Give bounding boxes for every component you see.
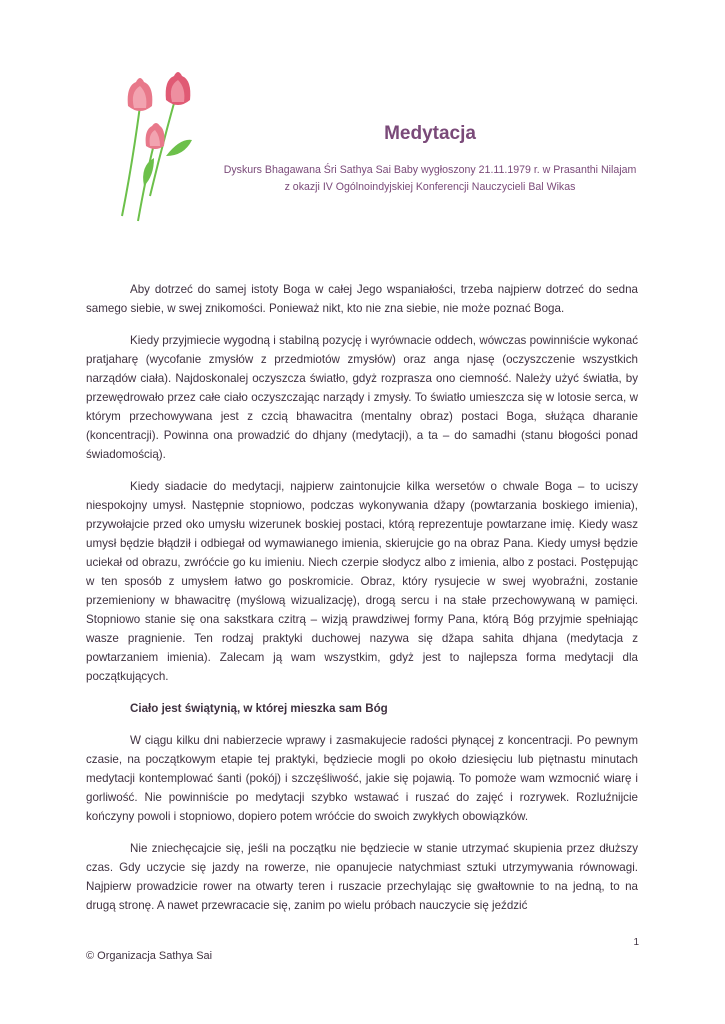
document-body: [86, 280, 638, 928]
paragraph: Nie zniechęcajcie się, jeśli na początku nie będziecie w stanie utrzymać skupienia przez dłuższy czas. Gdy uczycie się jazdy na rowerze, nie opanujecie natychmiast sztuki utrzymywania równowagi. Najpierw prowadzicie rower na otwarty teren i ruszacie przechylając się gwałtownie to na jedną, to na drugą stronę. A nawet przewracacie się, zanim po wielu próbach nauczycie się jeździć: [86, 842, 638, 912]
paragraph: Kiedy przyjmiecie wygodną i stabilną pozycję i wyrównacie oddech, wówczas powinniście wykonać pratjaharę (wycofanie zmysłów z przedmiotów zmysłów) oraz anga njasę (oczyszczenie wszystkich narządów ciała). Najdoskonalej oczyszcza światło, gdyż rozprasza ono ciemność. Należy użyć światła, by przewędrowało przez całe ciało oczyszczając narządy i zmysły. To światło umieszcza się w lotosie serca, w którym przechowywana jest z czcią bhawacitra (mentalny obraz) postaci Boga, służąca dharanie (koncentracji). Powinna ona prowadzić do dhjany (medytacji), a ta – do samadhi (stanu błogości ponad świadomością).: [86, 334, 638, 461]
section-heading: Ciało jest świątynią, w której mieszka sam Bóg: [130, 702, 388, 715]
page-title: Medytacja: [384, 123, 476, 144]
subtitle-line-1: Dyskurs Bhagawana Śri Sathya Sai Baby wygłoszony 21.11.1979 r. w Prasanthi Nilajam: [223, 164, 637, 176]
paragraph: Kiedy siadacie do medytacji, najpierw zaintonujcie kilka wersetów o chwale Boga – to uciszy niespokojny umysł. Następnie stopniowo, podczas wykonywania džapy (powtarzania boskiego imienia), przywołajcie przed oko umysłu wizerunek boskiej postaci, którą reprezentuje powtarzane imię. Kiedy wasz umysł będzie błądził i odbiegał od wymawianego imienia, skierujcie go na obraz Pana. Kiedy umysł będzie uciekał od obrazu, zwróćcie go ku imieniu. Niech czerpie słodycz albo z imienia, albo z postaci. Postępując w ten sposób z umysłem łatwo go poskromicie. Obraz, który rysujecie w swej wyobraźni, zostanie przemieniony w bhawacitrę (myślową wizualizację), drogą sercu i na stałe przechowywaną w pamięci. Stopniowo stanie się ona sakstkara czitrą – wizją prawdziwej formy Pana, którą Bóg przyjmie spełniając wasze pragnienie. Ten rodzaj praktyki duchowej nazywa się džapa sahita dhjana (medytacja z powtarzaniem imienia). Zalecam ją wam wszystkim, gdyż jest to najlepsza forma medytacji dla początkujących.: [86, 480, 638, 683]
subtitle-line-2: z okazji IV Ogólnoindyjskiej Konferencji Nauczycieli Bal Wikas: [284, 181, 576, 193]
footer-copyright: © Organizacja Sathya Sai: [86, 950, 213, 962]
page-number: 1: [633, 937, 639, 948]
tulip-flowers-icon: [110, 66, 210, 226]
paragraph: W ciągu kilku dni nabierzecie wprawy i zasmakujecie radości płynącej z koncentracji. Po pewnym czasie, na początkowym etapie tej praktyki, będziecie mogli po około dziesięciu lub piętnastu minutach medytacji kontemplować śanti (pokój) i szczęśliwość, jakie się pojawią. To pomoże wam wzmocnić wiarę i gorliwość. Nie powinniście po medytacji szybko wstawać i ruszać do zajęć i rozrywek. Rozluźnijcie kończyny powoli i stopniowo, dopiero potem wróćcie do swoich zwykłych obowiązków.: [86, 734, 638, 823]
subtitle: [200, 162, 660, 196]
paragraph: Aby dotrzeć do samej istoty Boga w całej Jego wspaniałości, trzeba najpierw dotrzeć do sedna samego siebie, w swej znikomości. Ponieważ nikt, kto nie zna siebie, nie może poznać Boga.: [86, 283, 638, 315]
